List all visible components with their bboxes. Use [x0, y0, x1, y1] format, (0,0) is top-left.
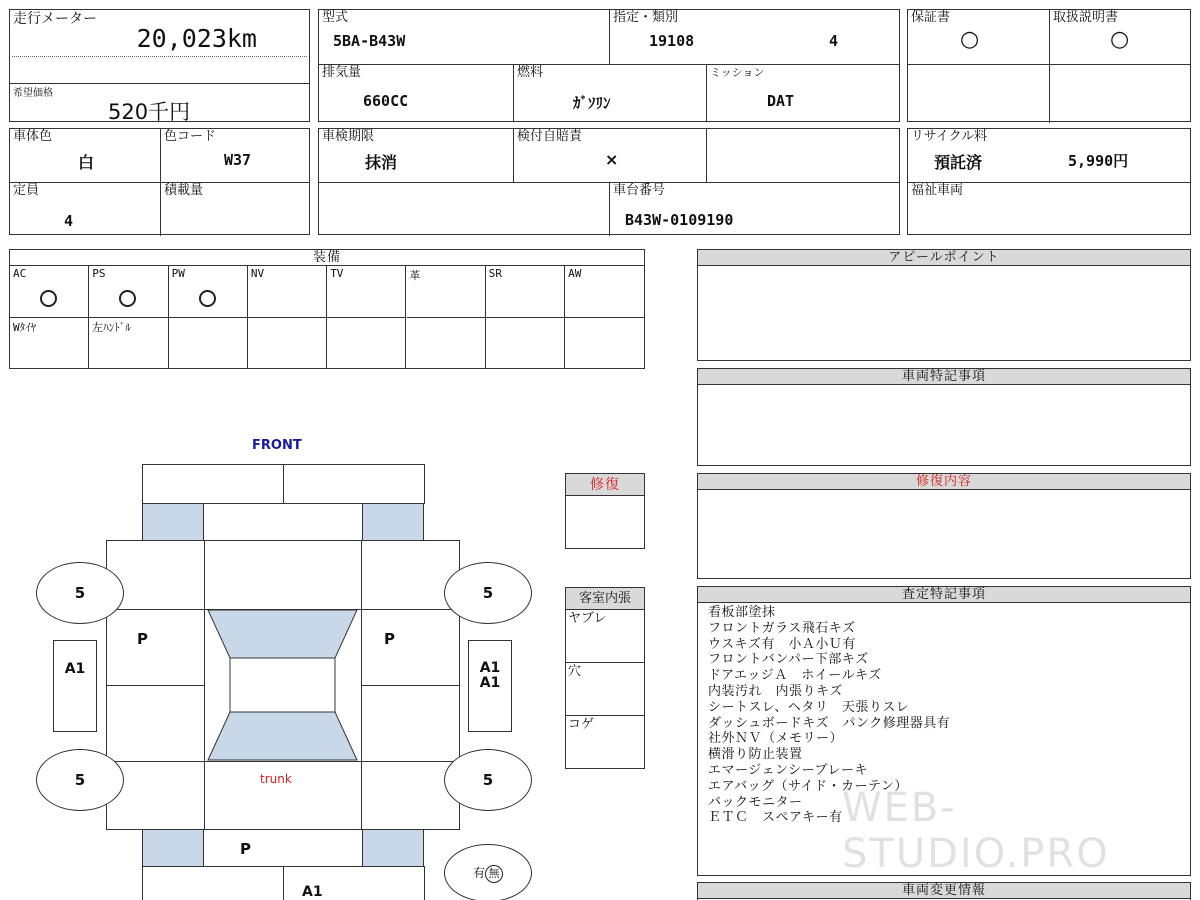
door-left-mark: P [137, 630, 148, 648]
spare-tire-have: 有 [472, 866, 485, 880]
change-info-header: 車両変更情報 [698, 883, 1190, 899]
inspection-vline-2 [706, 129, 707, 182]
right-side-mark-1: A1 [479, 660, 501, 676]
assessment-header: 査定特記事項 [698, 587, 1190, 603]
assessment-line: エマージェンシーブレーキ [708, 762, 868, 778]
chassis-label: 車台番号 [613, 183, 666, 198]
model-label: 型式 [322, 10, 349, 25]
assessment-line: エアバッグ（サイド・カーテン） [708, 778, 908, 794]
price-label: 希望価格 [13, 88, 53, 99]
designation-value-1: 19108 [649, 32, 695, 50]
tire-rear-right-value: 5 [482, 771, 494, 789]
rear-panel-mark: P [240, 840, 251, 858]
roof [230, 658, 335, 712]
equipment-label: 左ﾊﾝﾄﾞﾙ [92, 321, 131, 334]
tire-front-right-value: 5 [482, 584, 494, 602]
transmission-label: ミッション [710, 66, 765, 79]
warranty-label: 保証書 [911, 10, 951, 25]
tire-front-right [444, 562, 532, 624]
fuel-value: ｶﾞｿﾘﾝ [573, 94, 611, 112]
manual-value: ○ [1110, 27, 1130, 52]
welfare-label: 福祉車両 [911, 183, 964, 198]
appeal-panel [697, 249, 1191, 361]
watermark: WEB-STUDIO.PRO [842, 785, 1110, 877]
assessment-line: ウスキズ有 小Ａ小Ｕ有 [708, 636, 856, 652]
repair-box [565, 473, 645, 549]
interior-hline-1 [566, 662, 644, 663]
left-side-mark: A1 [64, 661, 86, 677]
assessment-line: ＥＴＣ スペアキー有 [708, 810, 843, 826]
recycle-label: リサイクル料 [911, 129, 988, 144]
price-value: 520千円 [108, 100, 191, 124]
chassis-value: B43W-0109190 [625, 211, 734, 229]
assessment-line: 看板部塗抹 [708, 605, 776, 620]
left-side-panel [53, 640, 97, 732]
color-code-label: 色コード [164, 129, 217, 144]
rear-left-light [142, 829, 204, 867]
windshield [208, 610, 357, 658]
model-value: 5BA-B43W [333, 32, 406, 50]
equipment-cell [565, 266, 645, 318]
rear-bumper-mark: A1 [302, 884, 323, 900]
interior-header: 客室内張 [566, 588, 644, 610]
vehicle-notes-panel [697, 368, 1191, 466]
assessment-line: ドアエッジＡ ホイールキズ [708, 668, 882, 684]
rear-bumper-split [283, 866, 284, 900]
equipment-label: AC [13, 267, 27, 280]
warranty-manual-box [907, 9, 1191, 122]
capacity-label: 定員 [13, 183, 40, 198]
right-side-mark-2: A1 [479, 675, 501, 691]
assessment-line: 横滑り防止装置 [708, 747, 803, 763]
interior-box [565, 587, 645, 769]
equipment-label: 革 [409, 269, 421, 282]
tire-front-left [36, 562, 124, 624]
model-info-vline-1 [609, 10, 610, 64]
equipment-label: PS [92, 267, 106, 280]
rear-glass [208, 712, 357, 760]
equipment-label: TV [330, 267, 344, 280]
tire-rear-right [444, 749, 532, 811]
inspection-value: 抹消 [365, 153, 398, 172]
spare-tire [444, 844, 532, 900]
assessment-line: フロントガラス飛石キズ [708, 620, 856, 636]
car-diagram [0, 0, 560, 900]
displacement-value: 660CC [363, 92, 409, 110]
inspection-vline-3 [609, 182, 610, 236]
assessment-line: 社外ＮＶ（メモリー） [708, 731, 844, 747]
recycle-amount: 5,990円 [1068, 152, 1129, 170]
repair-detail-header: 修復内容 [698, 474, 1190, 490]
load-label: 積載量 [164, 183, 204, 198]
tire-rear-left-value: 5 [74, 771, 86, 789]
insurance-value: × [605, 150, 619, 169]
interior-item-tear: ヤブレ [568, 611, 607, 626]
door-right-mark: P [384, 630, 395, 648]
manual-label: 取扱説明書 [1053, 10, 1119, 25]
assessment-line: ダッシュボードキズ パンク修理器具有 [708, 715, 951, 731]
equipment-header: 装備 [10, 250, 644, 266]
insurance-label: 検付自賠責 [517, 129, 583, 144]
recycle-status: 預託済 [934, 153, 983, 172]
displacement-label: 排気量 [322, 65, 362, 80]
fuel-label: 燃料 [517, 65, 544, 80]
warranty-value: ○ [960, 27, 980, 52]
equipment-label: PW [171, 267, 185, 280]
tire-front-left-value: 5 [74, 584, 86, 602]
capacity-value: 4 [64, 212, 74, 230]
color-code-value: W37 [224, 151, 252, 169]
odometer-label: 走行メーター [13, 11, 97, 27]
model-info-vline-3 [706, 64, 707, 122]
warranty-vline [1049, 10, 1050, 123]
assessment-line: 内装汚れ 内張りキズ [708, 683, 843, 699]
front-label: FRONT [252, 438, 302, 453]
inspection-label: 車検期限 [322, 129, 375, 144]
designation-value-2: 4 [829, 32, 839, 50]
change-info-panel [697, 882, 1191, 900]
assessment-line: シートスレ、ヘタリ 天張りスレ [708, 699, 910, 715]
right-side-panel [468, 640, 512, 732]
rear-right-light [362, 829, 424, 867]
interior-item-burn: コゲ [568, 717, 595, 732]
repair-header: 修復 [566, 474, 644, 496]
odometer-value: 20,023km [136, 24, 257, 53]
interior-item-hole: 穴 [568, 664, 582, 679]
rear-panel [203, 829, 363, 867]
equipment-label: AW [568, 267, 582, 280]
equipment-label: Wﾀｲﾔ [13, 321, 37, 334]
interior-hline-2 [566, 715, 644, 716]
designation-label: 指定・類別 [613, 10, 679, 25]
spare-tire-none: 無 [485, 865, 503, 883]
equipment-label: SR [488, 267, 503, 280]
trunk-label: trunk [260, 772, 292, 786]
assessment-line: フロントバンパー下部キズ [708, 652, 869, 668]
recycle-box [907, 128, 1191, 235]
appeal-header: アピールポイント [698, 250, 1190, 266]
assessment-line: バックモニター [708, 794, 803, 810]
body-color-value: 白 [78, 153, 95, 172]
body-color-label: 車体色 [13, 129, 53, 144]
equipment-label: NV [250, 267, 265, 280]
repair-detail-panel [697, 473, 1191, 579]
transmission-value: DAT [767, 92, 795, 110]
tire-rear-left [36, 749, 124, 811]
vehicle-notes-header: 車両特記事項 [698, 369, 1190, 385]
